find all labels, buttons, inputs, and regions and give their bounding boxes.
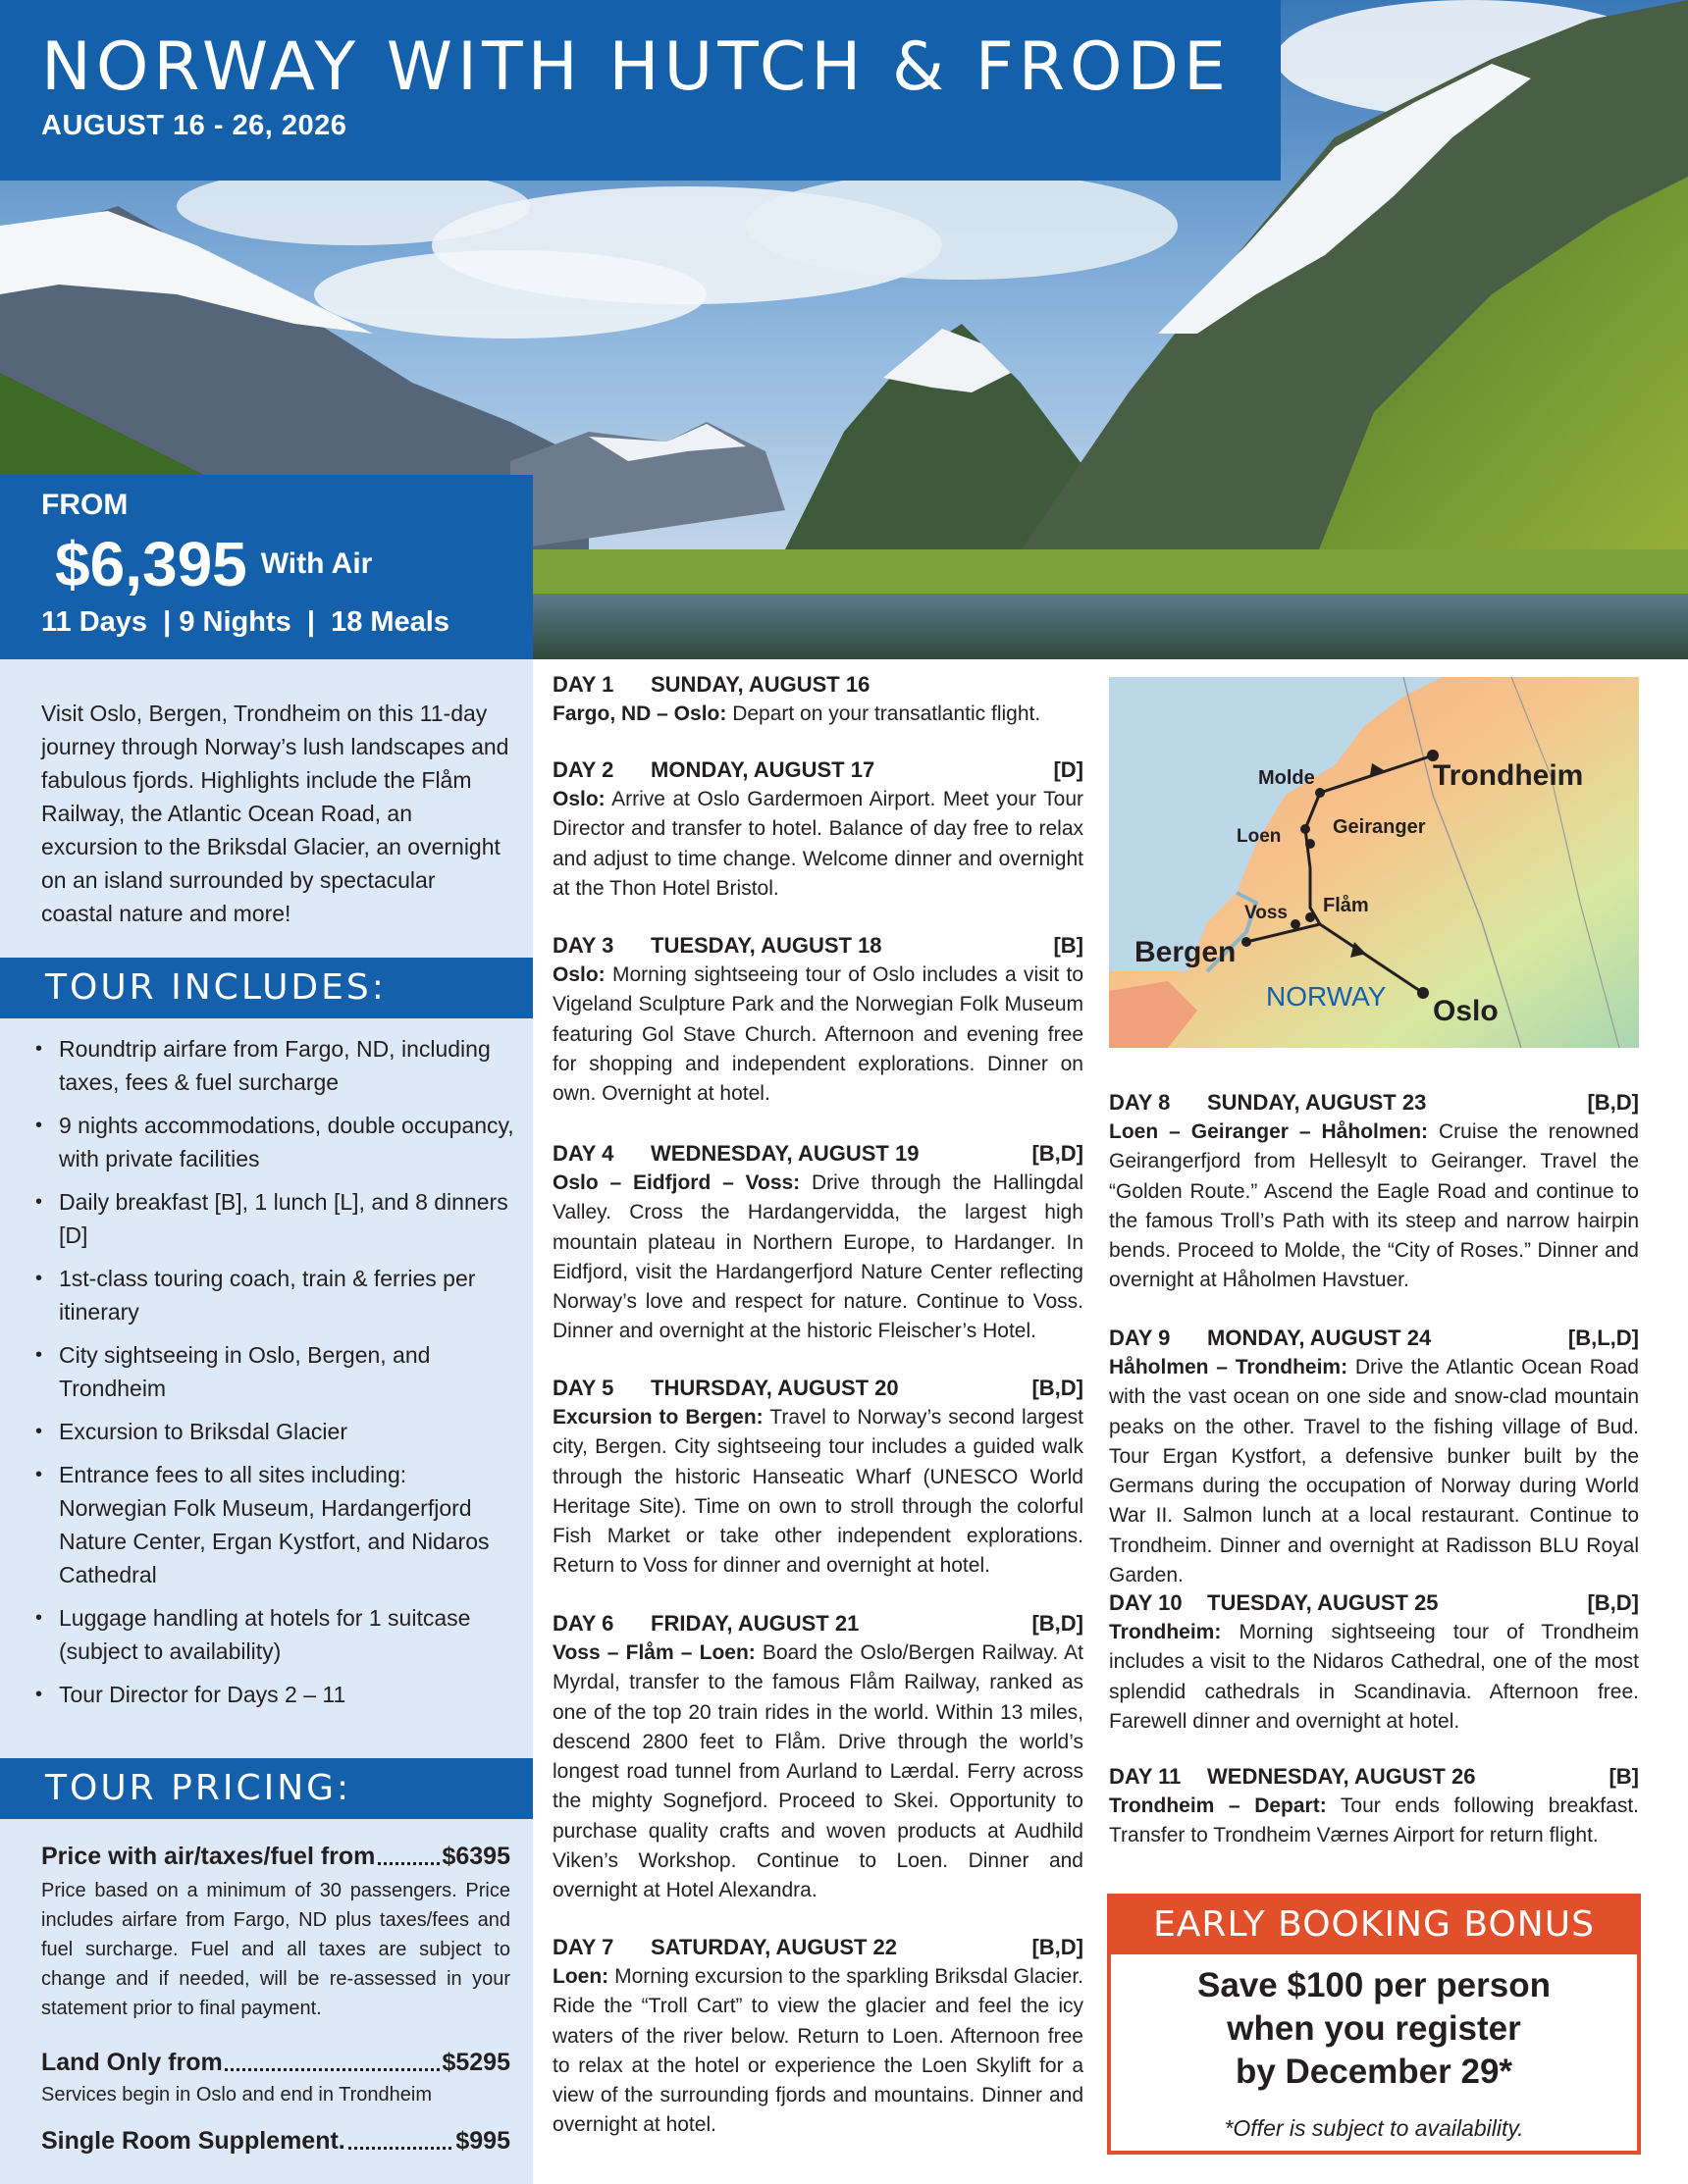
day-description: Morning sightseeing tour of Trondheim includes a visit to the Nidaros Cathedral, one of the most splendid cathedrals in Scandinavia. Afternoon free. Farewell dinner and overnight at hotel.	[1109, 1621, 1639, 1733]
page-title: NORWAY WITH HUTCH & FRODE	[41, 28, 1231, 106]
map-label-geiranger: Geiranger	[1333, 816, 1426, 838]
day-date: MONDAY, AUGUST 17	[651, 757, 875, 782]
day-entry-4	[553, 1139, 1083, 1347]
day-meals: [B,D]	[1031, 1141, 1083, 1166]
map-label-loen: Loen	[1237, 826, 1282, 847]
day-meals: [B,L,D]	[1567, 1326, 1639, 1350]
day-route: Fargo, ND – Oslo:	[553, 702, 727, 725]
bonus-line: by December 29*	[1235, 2053, 1513, 2091]
title-banner	[0, 0, 1281, 181]
tour-stats: 11 Days | 9 Nights | 18 Meals	[41, 606, 449, 638]
price-row	[41, 528, 533, 600]
map-label-flam: Flåm	[1323, 895, 1369, 916]
price-amount: $6,395	[55, 529, 247, 599]
day-entry-10	[1109, 1588, 1639, 1737]
tour-dates: AUGUST 16 - 26, 2026	[41, 110, 347, 141]
day-route: Loen:	[553, 1965, 609, 1988]
day-number: DAY 5	[553, 1376, 614, 1400]
day-date: MONDAY, AUGUST 24	[1207, 1326, 1432, 1350]
day-entry-11	[1109, 1762, 1639, 1851]
day-route: Oslo:	[553, 788, 606, 810]
day-meals: [B,D]	[1587, 1090, 1639, 1115]
day-meals: [B]	[1609, 1764, 1639, 1789]
list-item: • Excursion to Briksdal Glacier	[29, 1415, 520, 1448]
price-with-air-label: With Air	[260, 547, 373, 580]
day-description: Drive through the Hallingdal Valley. Cross the Hardangervidda, the largest high mountain plateau in Northern Europe, to Hardanger. In Eidfjord, visit the Hardangerfjord Nature Center reflecting Norway’s love and respect for nature. Continue to Voss. Dinner and overnight at the historic Fleischer’s Hotel.	[553, 1171, 1083, 1343]
list-item: • Tour Director for Days 2 – 11	[29, 1678, 520, 1711]
day-number: DAY 2	[553, 757, 614, 782]
price-land-value: $5295	[442, 2049, 510, 2076]
day-route: Loen – Geiranger – Håholmen:	[1109, 1120, 1429, 1143]
list-item: • Daily breakfast [B], 1 lunch [L], and 8 dinners [D]	[29, 1185, 520, 1252]
day-entry-2	[553, 755, 1083, 904]
tour-pricing-heading: TOUR PRICING:	[0, 1758, 533, 1819]
list-item: • Roundtrip airfare from Fargo, ND, including taxes, fees & fuel surcharge	[29, 1032, 520, 1099]
day-number: DAY 7	[553, 1935, 614, 1959]
day-description: Morning excursion to the sparkling Briksdal Glacier. Ride the “Troll Cart” to view the glacier and feel the icy waters of the river below. Return to Loen. Afternoon free to relax at the hotel or experience the Loen Skylift for a view of the surrounding fjords and mountains. Dinner and overnight at hotel.	[553, 1965, 1083, 2137]
day-meals: [B,D]	[1031, 1935, 1083, 1959]
bonus-note: *Offer is subject to availability.	[1224, 2115, 1524, 2141]
day-description: Board the Oslo/Bergen Railway. At Myrdal, transfer to the famous Flåm Railway, ranked as one of the top 20 train rides in the world. Within 13 miles, descend 2800 feet to Flåm. Drive through the world’s longest road tunnel from Aurland to Lærdal. Ferry across the mighty Sognefjord. Proceed to Skei. Opportunity to purchase quality crafts and woven products at Audhild Viken’s Workshop. Continue to Loen. Dinner and overnight at Hotel Alexandra.	[553, 1641, 1083, 1902]
tour-includes-list	[29, 1032, 520, 1721]
day-description: Arrive at Oslo Gardermoen Airport. Meet your Tour Director and transfer to hotel. Balance of day free to relax and adjust to time change. Welcome dinner and overnight at the Thon Hotel Bristol.	[553, 788, 1083, 900]
intro-paragraph: Visit Oslo, Bergen, Trondheim on this 11-day journey through Norway’s lush landscapes and fabulous fjords. Highlights include the Flåm Railway, the Atlantic Ocean Road, an excursion to the Briksdal Glacier, an overnight on an island surrounded by spectacular coastal nature and more!	[41, 701, 509, 926]
day-description: Cruise the renowned Geirangerfjord from Hellesylt to Geiranger. Travel the “Golden Route.” Ascend the Eagle Road and continue to the famous Troll’s Path with its steep and narrow hairpin bends. Proceed to Molde, the “City of Roses.” Dinner and overnight at Håholmen Havstuer.	[1109, 1120, 1639, 1292]
day-entry-8	[1109, 1088, 1639, 1296]
day-route: Trondheim – Depart:	[1109, 1794, 1327, 1817]
day-entry-3	[553, 931, 1083, 1109]
day-meals: [B,D]	[1031, 1376, 1083, 1400]
price-banner	[0, 475, 533, 659]
day-meals: [B,D]	[1031, 1611, 1083, 1636]
day-route: Oslo:	[553, 963, 606, 986]
bonus-line: Save $100 per person	[1197, 1966, 1551, 2004]
list-item: • City sightseeing in Oslo, Bergen, and Trondheim	[29, 1338, 520, 1405]
day-entry-9	[1109, 1324, 1639, 1590]
day-description: Morning sightseeing tour of Oslo includes a visit to Vigeland Sculpture Park and the Norwegian Folk Museum featuring Gol Stave Church. Afternoon and evening free for shopping and independent explorations. Dinner on own. Overnight at hotel.	[553, 963, 1083, 1106]
day-meals: [B,D]	[1587, 1590, 1639, 1615]
day-number: DAY 4	[553, 1141, 614, 1166]
bonus-line: when you register	[1227, 2009, 1521, 2048]
day-route: Voss – Flåm – Loen:	[553, 1641, 756, 1664]
day-number: DAY 3	[553, 933, 614, 958]
map-label-molde: Molde	[1258, 767, 1315, 789]
bonus-heading: EARLY BOOKING BONUS	[1111, 1898, 1637, 1954]
early-booking-bonus-box	[1107, 1894, 1641, 2155]
list-item: • 9 nights accommodations, double occupancy, with private facilities	[29, 1109, 520, 1175]
day-number: DAY 8	[1109, 1090, 1171, 1115]
day-route: Trondheim:	[1109, 1621, 1222, 1643]
day-date: SUNDAY, AUGUST 23	[1207, 1090, 1427, 1115]
day-route: Excursion to Bergen:	[553, 1406, 764, 1429]
price-single-line	[41, 2127, 510, 2156]
map-label-oslo: Oslo	[1433, 995, 1499, 1027]
map-label-voss: Voss	[1244, 903, 1289, 923]
day-meals: [B]	[1053, 933, 1083, 958]
tour-includes-heading: TOUR INCLUDES:	[0, 958, 533, 1018]
price-single-value: $995	[455, 2127, 510, 2155]
price-land-note: Services begin in Oslo and end in Trondheim	[41, 2084, 433, 2106]
day-entry-1	[553, 670, 1083, 729]
day-description: Drive the Atlantic Ocean Road with the vast ocean on one side and snow-clad mountain peaks on the other. Travel to the fishing village of Bud. Tour Ergan Kystfort, a defensive bunker built by the Germans during the occupation of Norway during World War II. Salmon lunch at a local restaurant. Continue to Trondheim. Dinner and overnight at Radisson BLU Royal Garden.	[1109, 1356, 1639, 1587]
bonus-offer	[1111, 1964, 1637, 2094]
day-route: Oslo – Eidfjord – Voss:	[553, 1171, 801, 1194]
day-date: SATURDAY, AUGUST 22	[651, 1935, 898, 1959]
day-entry-5	[553, 1374, 1083, 1582]
price-from-label: FROM	[41, 489, 129, 521]
price-air-note: Price based on a minimum of 30 passengers. Price includes airfare from Fargo, ND plus taxes/fees and fuel surcharge. Fuel and all taxes are subject to change and if needed, will be re-assessed in your statement prior to final payment.	[41, 1880, 510, 2019]
day-entry-6	[553, 1609, 1083, 1906]
day-description: Depart on your transatlantic flight.	[726, 702, 1041, 725]
day-number: DAY 9	[1109, 1326, 1171, 1350]
route-map	[1109, 677, 1639, 1048]
day-date: WEDNESDAY, AUGUST 19	[651, 1141, 920, 1166]
day-number: DAY 11	[1109, 1764, 1182, 1789]
price-air-label: Price with air/taxes/fuel from	[41, 1843, 376, 1870]
map-label-norway: NORWAY	[1266, 981, 1387, 1012]
price-air-value: $6395	[442, 1843, 510, 1870]
price-air-line	[41, 1843, 510, 1871]
list-item: • Entrance fees to all sites including: Norwegian Folk Museum, Hardangerfjord Nature Center, Ergan Kystfort, and Nidaros Cathedral	[29, 1458, 520, 1591]
day-number: DAY 1	[553, 672, 614, 697]
price-single-label: Single Room Supplement.	[41, 2127, 345, 2155]
map-label-bergen: Bergen	[1134, 936, 1237, 968]
day-route: Håholmen – Trondheim:	[1109, 1356, 1348, 1378]
day-number: DAY 10	[1109, 1590, 1183, 1615]
day-date: TUESDAY, AUGUST 18	[651, 933, 882, 958]
day-date: THURSDAY, AUGUST 20	[651, 1376, 899, 1400]
day-description: Travel to Norway’s second largest city, Bergen. City sightseeing tour includes a guided walk through the historic Hanseatic Wharf (UNESCO World Heritage Site). Time on own to stroll through the colorful Fish Market or take other independent explorations. Return to Voss for dinner and overnight at hotel.	[553, 1406, 1083, 1578]
day-date: SUNDAY, AUGUST 16	[651, 672, 870, 697]
price-land-line	[41, 2049, 510, 2077]
day-number: DAY 6	[553, 1611, 614, 1636]
day-date: TUESDAY, AUGUST 25	[1207, 1590, 1439, 1615]
list-item: • Luggage handling at hotels for 1 suitcase (subject to availability)	[29, 1601, 520, 1668]
list-item: • 1st-class touring coach, train & ferries per itinerary	[29, 1262, 520, 1328]
day-description: Tour ends following breakfast. Transfer to Trondheim Værnes Airport for return flight.	[1109, 1794, 1639, 1847]
day-entry-7	[553, 1933, 1083, 2141]
map-label-trondheim: Trondheim	[1433, 759, 1584, 792]
day-meals: [D]	[1053, 757, 1083, 782]
price-land-label: Land Only from	[41, 2049, 223, 2076]
day-date: WEDNESDAY, AUGUST 26	[1207, 1764, 1476, 1789]
left-column	[0, 659, 533, 2184]
day-date: FRIDAY, AUGUST 21	[651, 1611, 860, 1636]
